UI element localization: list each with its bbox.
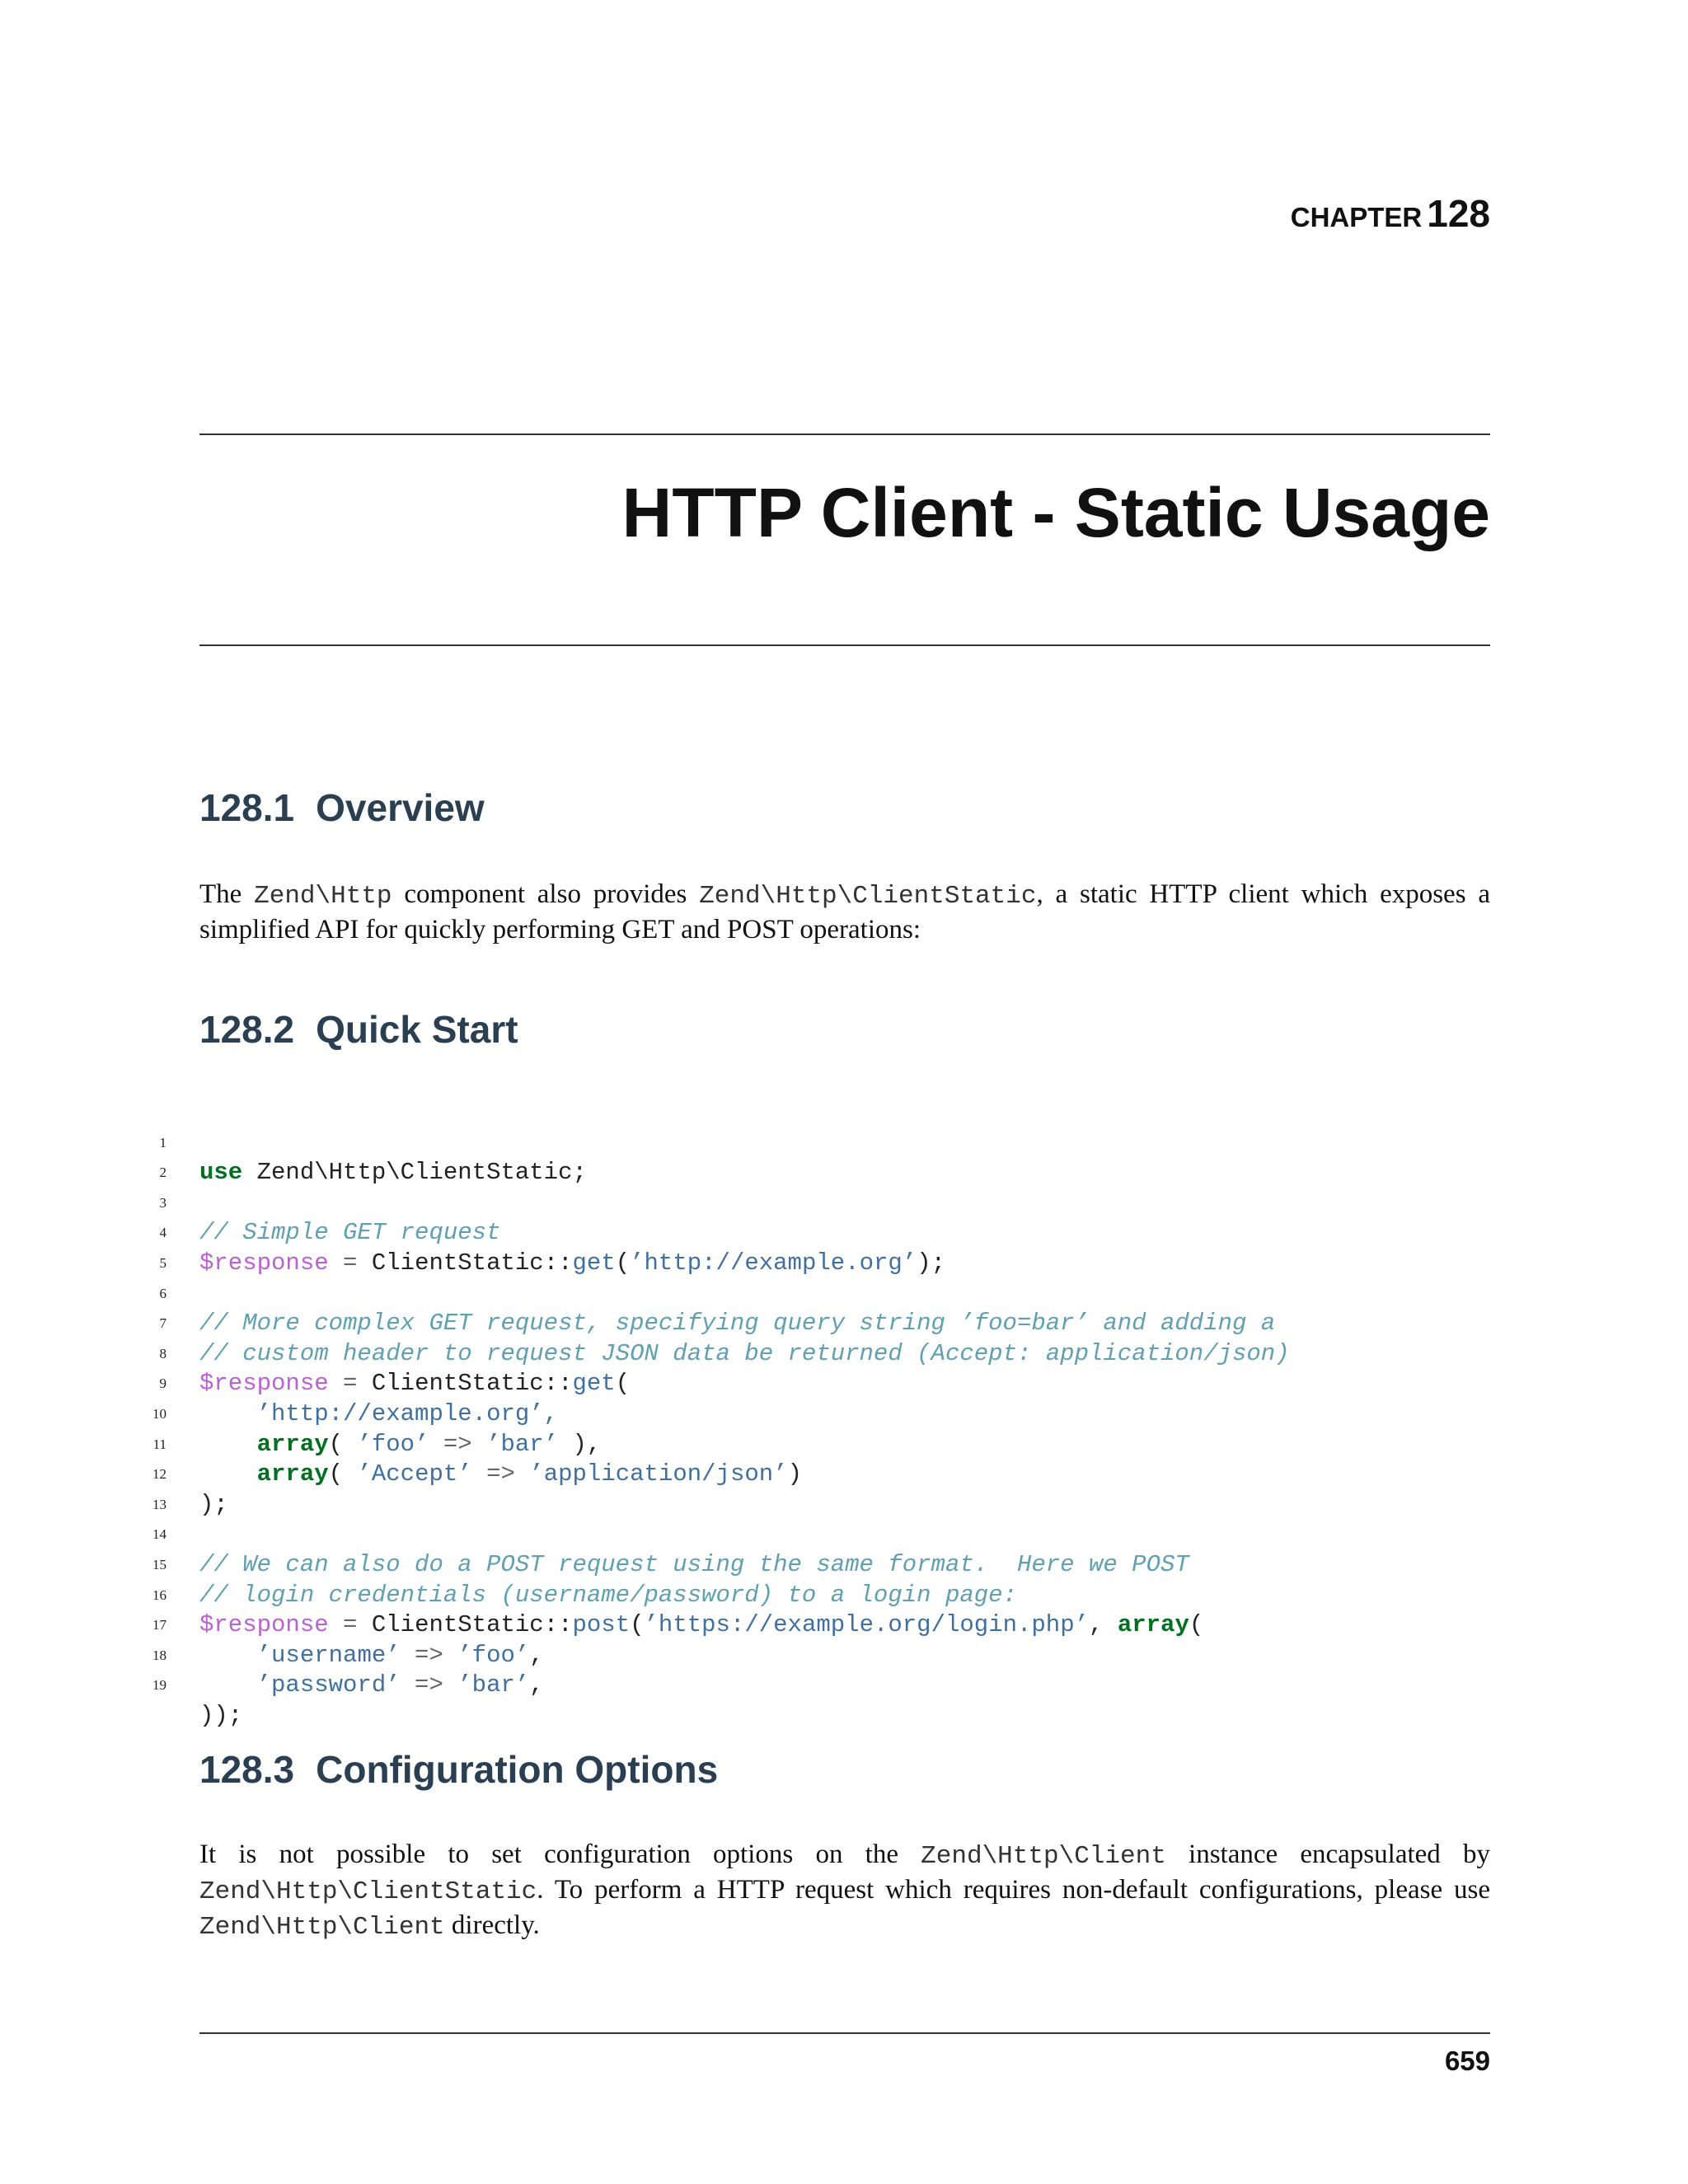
chapter-word: CHAPTER <box>1290 202 1423 232</box>
line-number: 14 <box>152 1526 166 1543</box>
code-comment: // We can also do a POST request using the same format. Here we POST <box>199 1550 1189 1578</box>
chapter-number: 128 <box>1427 192 1490 235</box>
code-operator: => <box>400 1671 458 1699</box>
code-token: , <box>529 1671 544 1699</box>
code-token: ); <box>199 1490 228 1518</box>
code-token: ( <box>615 1370 631 1398</box>
code-token: ClientStatic:: <box>371 1370 573 1398</box>
line-number: 15 <box>152 1556 166 1572</box>
code-block <box>148 1098 1490 1729</box>
paragraph-line: simplified API for quickly performing GET and POST operations: <box>199 915 921 944</box>
code-line <box>148 1098 1490 1187</box>
code-string: ’Accept’ <box>357 1460 472 1488</box>
code-operator: = <box>328 1249 372 1277</box>
section-title: Overview <box>316 786 485 829</box>
configuration-paragraph <box>199 1838 1490 1944</box>
code-comment: // custom header to request JSON data be returned (Accept: application/json) <box>199 1339 1290 1367</box>
code-string: ’foo’ <box>457 1641 530 1669</box>
code-token: )); <box>199 1701 243 1729</box>
text-run: instance encapsulated by <box>1165 1840 1490 1869</box>
code-operator: => <box>429 1430 487 1458</box>
text-run: . To perform a HTTP request which requires non-default configurations, please use <box>537 1875 1490 1905</box>
line-number: 8 <box>159 1345 166 1361</box>
code-comment: // login credentials (username/password) to a login page: <box>199 1581 1017 1609</box>
code-token: ) <box>787 1460 802 1488</box>
inline-code: Zend\Http\Client <box>921 1842 1166 1871</box>
inline-code: Zend\Http\ClientStatic <box>699 882 1037 911</box>
line-number: 17 <box>152 1617 166 1633</box>
code-token: ClientStatic:: <box>371 1611 573 1639</box>
section-heading-quick-start <box>199 1008 518 1051</box>
text-run: component also provides <box>392 879 700 909</box>
code-variable: $response <box>199 1249 329 1277</box>
section-title: Quick Start <box>316 1008 518 1051</box>
section-heading-overview <box>199 786 485 829</box>
line-number: 5 <box>159 1254 166 1271</box>
line-number: 11 <box>152 1436 166 1452</box>
code-token: Zend\Http\ClientStatic; <box>242 1159 587 1187</box>
section-heading-configuration <box>199 1748 719 1791</box>
code-keyword: array <box>256 1430 329 1458</box>
code-string: ’application/json’ <box>529 1460 788 1488</box>
text-run: The <box>199 879 255 909</box>
code-line <box>148 1158 1490 1247</box>
paragraph-line <box>199 1838 1490 1873</box>
code-variable: $response <box>199 1611 329 1639</box>
line-number: 10 <box>152 1405 166 1422</box>
footer-rule <box>199 2032 1490 2034</box>
code-text <box>199 1671 544 1701</box>
code-line <box>148 1249 1490 1338</box>
paragraph-line <box>199 1873 1490 1909</box>
line-number: 12 <box>152 1466 166 1483</box>
title-top-rule <box>199 434 1490 435</box>
code-string: ’foo’ <box>357 1430 429 1458</box>
code-comment: // Simple GET request <box>199 1219 501 1247</box>
section-title: Configuration Options <box>316 1748 719 1791</box>
line-number: 6 <box>159 1285 166 1301</box>
code-operator: = <box>328 1611 372 1639</box>
code-token: ( <box>630 1611 645 1639</box>
code-token: ); <box>917 1249 945 1277</box>
code-string: ’bar’ <box>457 1671 530 1699</box>
code-keyword: array <box>1117 1611 1189 1639</box>
code-comment: // More complex GET request, specifying query string ’foo=bar’ and adding a <box>199 1310 1276 1338</box>
code-token: , <box>529 1641 544 1669</box>
line-number: 13 <box>152 1496 166 1512</box>
code-token: ( <box>328 1460 358 1488</box>
code-function: get <box>572 1249 616 1277</box>
chapter-title: HTTP Client - Static Usage <box>621 474 1490 551</box>
code-variable: $response <box>199 1370 329 1398</box>
page-number: 659 <box>1444 2046 1490 2076</box>
text-run: , a static HTTP client which exposes a <box>1036 879 1490 909</box>
line-number: 18 <box>152 1647 166 1663</box>
line-number: 19 <box>152 1677 166 1694</box>
code-token: ( <box>615 1249 631 1277</box>
code-string: ’bar’ <box>486 1430 559 1458</box>
line-number: 9 <box>159 1376 166 1392</box>
chapter-label <box>1291 191 1490 236</box>
code-token: ( <box>328 1430 358 1458</box>
text-run: It is not possible to set configuration options on the <box>199 1840 921 1869</box>
section-number: 128.3 <box>199 1748 295 1791</box>
code-string: ’https://example.org/login.php’ <box>644 1611 1090 1639</box>
code-function: post <box>572 1611 631 1639</box>
code-string: ’username’ <box>256 1641 401 1669</box>
line-number: 3 <box>159 1194 166 1211</box>
code-keyword: array <box>256 1460 329 1488</box>
section-number: 128.2 <box>199 1008 295 1051</box>
code-token: , <box>1089 1611 1118 1639</box>
paragraph-line <box>199 878 1490 913</box>
code-string: ’http://example.org’ <box>630 1249 917 1277</box>
code-text <box>199 1701 242 1732</box>
line-number: 7 <box>159 1315 166 1332</box>
code-keyword: use <box>199 1159 243 1187</box>
code-operator: => <box>471 1460 530 1488</box>
code-operator: = <box>328 1370 372 1398</box>
line-number: 1 <box>159 1134 166 1151</box>
code-token: ( <box>1189 1611 1204 1639</box>
inline-code: Zend\Http\Client <box>199 1913 445 1942</box>
title-bottom-rule <box>199 644 1490 646</box>
section-number: 128.1 <box>199 786 295 829</box>
code-indent <box>199 1671 257 1699</box>
overview-paragraph <box>199 878 1490 946</box>
code-string: ’http://example.org’, <box>256 1399 559 1427</box>
text-run: directly. <box>444 1910 540 1940</box>
line-number: 4 <box>159 1225 166 1241</box>
inline-code: Zend\Http\ClientStatic <box>199 1877 537 1906</box>
code-operator: => <box>400 1641 458 1669</box>
code-line <box>148 1460 1490 1512</box>
line-number: 16 <box>152 1586 166 1603</box>
inline-code: Zend\Http <box>254 882 392 911</box>
paragraph-line <box>199 1909 1490 1944</box>
code-token: ClientStatic:: <box>371 1249 573 1277</box>
code-string: ’password’ <box>256 1671 401 1699</box>
line-number: 2 <box>159 1165 166 1181</box>
code-function: get <box>572 1370 616 1398</box>
code-token: ), <box>558 1430 602 1458</box>
